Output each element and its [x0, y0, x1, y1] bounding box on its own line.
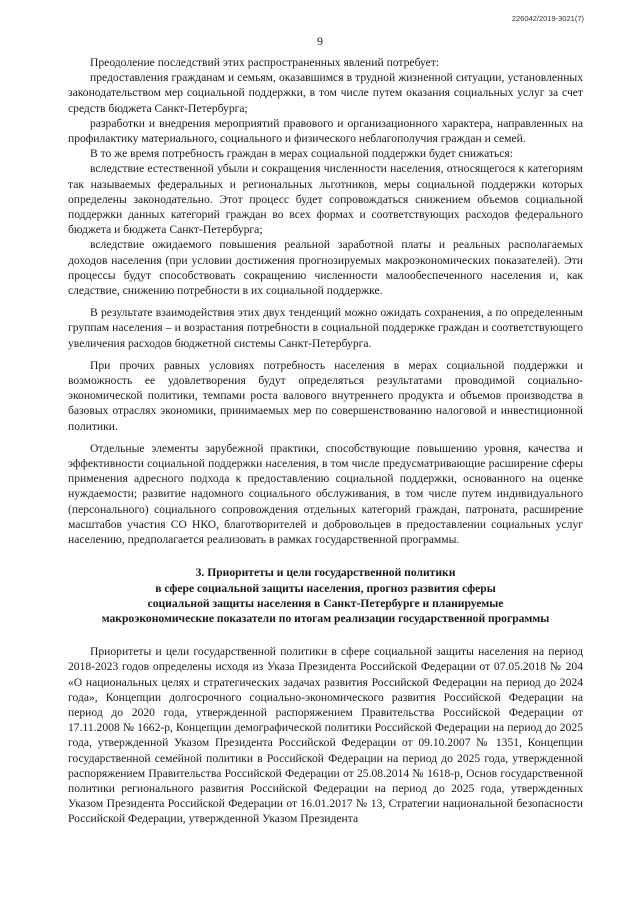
paragraph: Отдельные элементы зарубежной практики, способствующие повышению уровня, качества и эффективности социальной поддержки населения, в том числе предусматривающие расширение сферы применения адресного подхода к предоставлению социальной поддержки, основанного на оценке нуждаемости; развитие надомного социального обслуживания, в том числе путем индивидуального (персонального) социального сопровождения отдельных категорий граждан, патроната, расширение масштабов участия СО НКО, благотворителей и добровольцев в предоставлении социальных услуг населению, предполагается реализовать в рамках государственной программы. [68, 441, 583, 547]
page-body [68, 55, 583, 827]
paragraph: В то же время потребность граждан в мерах социальной поддержки будет снижаться: [90, 147, 513, 161]
paragraph: предоставления гражданам и семьям, оказавшимся в трудной жизненной ситуации, установленных законодательством мер социальной поддержки, в том числе путем оказания социальных услуг за счет средств бюджета Санкт-Петербурга; [68, 71, 583, 115]
paragraph: Преодоление последствий этих распространенных явлений потребует: [90, 56, 440, 69]
paragraph: вследствие ожидаемого повышения реальной заработной платы и реальных располагаемых доходов населения (при условии достижения прогнозируемых макроэкономических показателей). Эти процессы будут способствовать сокращению численности малообеспеченного населения и, как следствие, снижению потребности в их социальной поддержке. [68, 238, 583, 298]
section-heading-line: макроэкономические показатели по итогам реализации государственной программы [101, 611, 550, 625]
section-heading-line: социальной защиты населения в Санкт-Петербурге и планируемые [147, 596, 504, 610]
paragraph: разработки и внедрения мероприятий правового и организационного характера, направленных на профилактику материального, социального и физического неблагополучия граждан и семей. [68, 116, 583, 146]
paragraph: При прочих равных условиях потребность населения в мерах социальной поддержки и возможность ее удовлетворения будут определяться результатами проводимой социально-экономической политики, темпами роста валового внутреннего продукта и объемов производства в базовых отраслях экономики, принимаемых мер по совершенствованию налоговой и инвестиционной политики. [68, 358, 583, 433]
paragraph: Приоритеты и цели государственной политики в сфере социальной защиты населения на период 2018-2023 годов определены исходя из Указа Президента Российской Федерации от 07.05.2018 № 204 «О национальных целях и стратегических задачах развития Российской Федерации на период до 2024 года», Концепции долгосрочного социально-экономического развития Российской Федерации на период до 2020 года, утвержденной распоряжением Правительства Российской Федерации от 17.11.2008 № 1662-р, Концепции демографической политики Российской Федерации на период до 2025 года, утвержденной Указом Президента Российской Федерации от 09.10.2007 № 1351, Концепции государственной семейной политики в Российской Федерации на период до 2025 года, утвержденной распоряжением Правительства Российской Федерации от 25.08.2014 № 1618-р, Основ государственной политики регионального развития Российской Федерации на период до 2025 года, утвержденных Указом Президента Российской Федерации от 16.01.2017 № 13, Стратегии национальной безопасности Российской Федерации, утвержденной Указом Президента [68, 645, 583, 826]
document-id: 226042/2019-3021(7) [511, 14, 584, 23]
page-number: 9 [317, 34, 323, 48]
paragraph: вследствие естественной убыли и сокращения численности населения, относящегося к категориям так называемых федеральных и региональных льготников, меры социальной поддержки которых определены законодательно. Этот процесс будет сопровождаться снижением объемов социальной поддержки данных категорий граждан во всех формах и соответствующих расходов федерального бюджета и бюджета Санкт-Петербурга; [68, 162, 583, 237]
section-heading-line: 3. Приоритеты и цели государственной политики [195, 566, 456, 580]
section-heading-line: в сфере социальной защиты населения, прогноз развития сферы [155, 581, 496, 595]
section-heading [68, 565, 583, 626]
paragraph: В результате взаимодействия этих двух тенденций можно ожидать сохранения, а по определенным группам населения – и возрастания потребности в социальной поддержке граждан и соответствующего увеличения расходов бюджетной системы Санкт-Петербурга. [68, 306, 583, 350]
